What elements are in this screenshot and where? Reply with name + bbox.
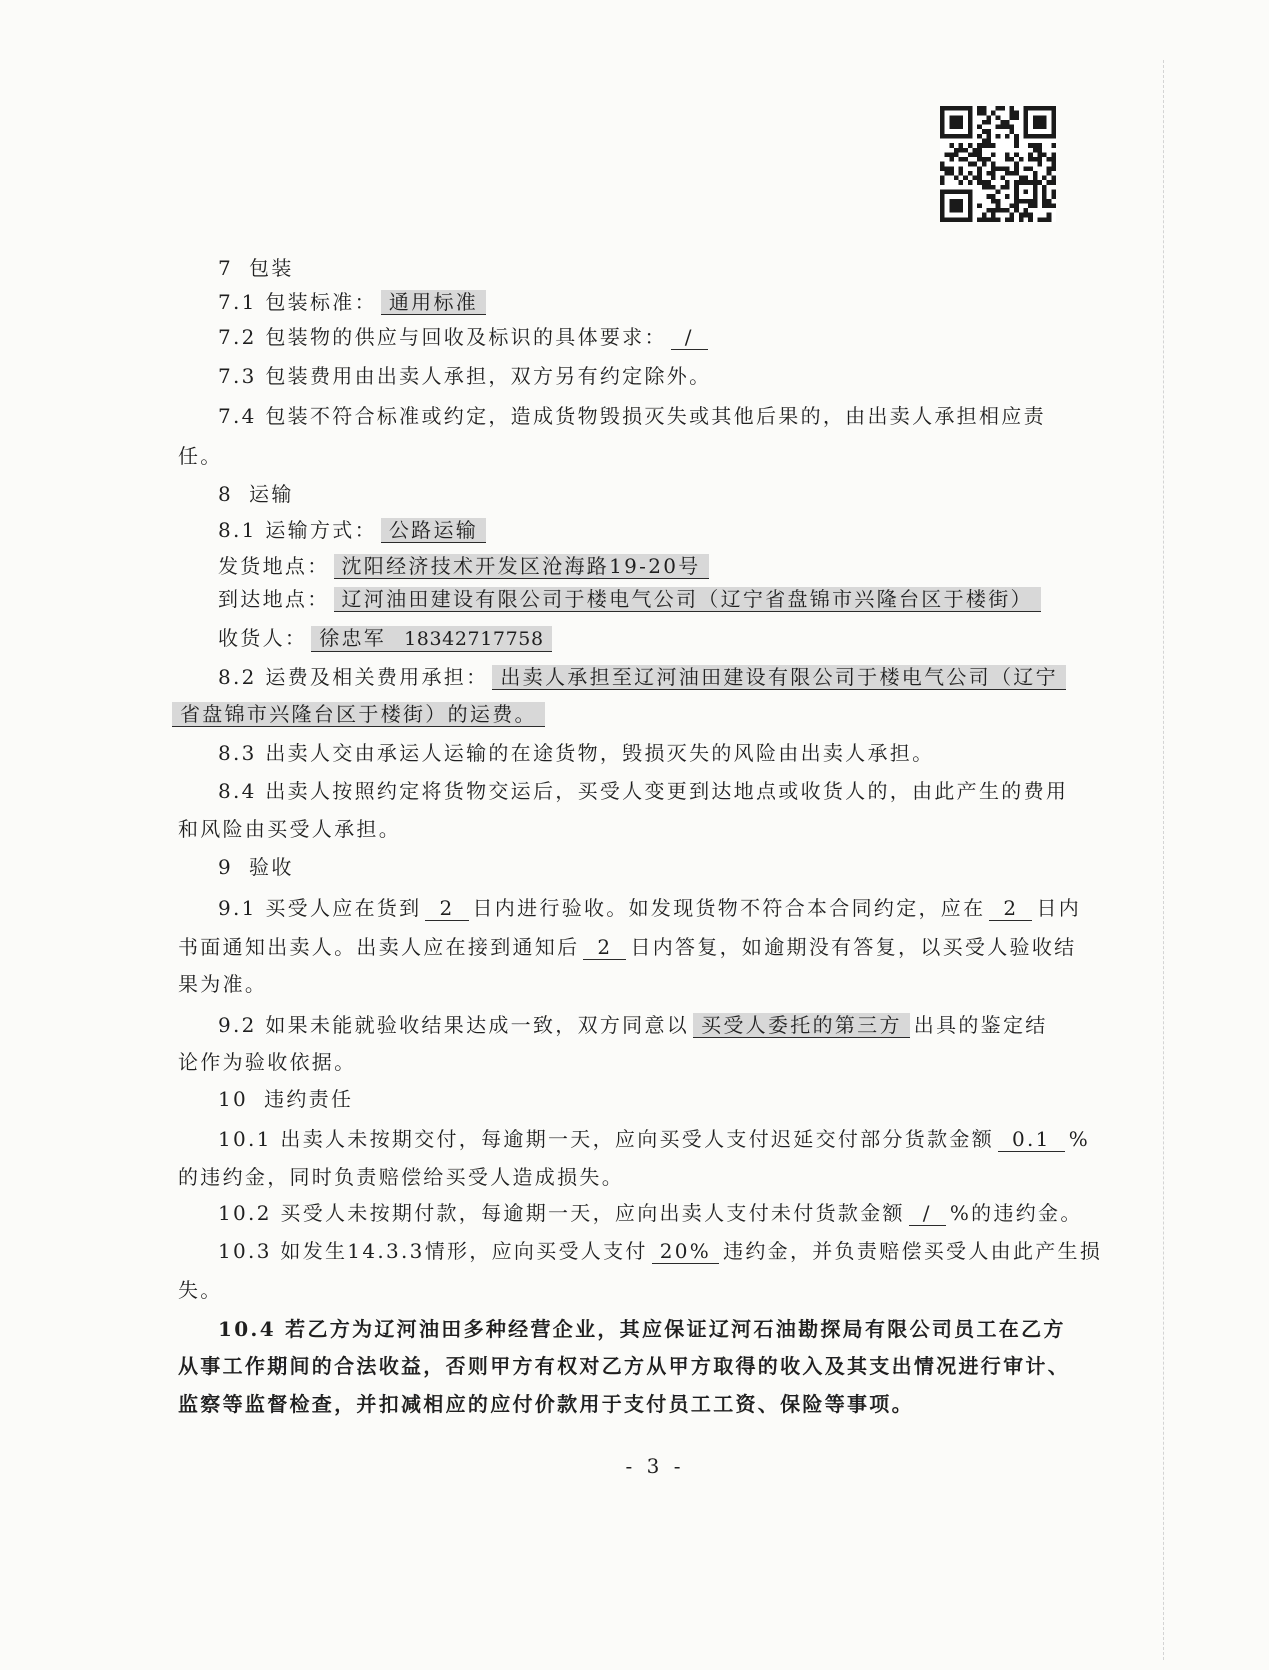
clause-text: 7.4 包装不符合标准或约定，造成货物毁损灭失或其他后果的，由出卖人承担相应责	[218, 404, 1046, 428]
clause-9-2	[218, 1011, 1048, 1039]
clause-7-4	[218, 402, 1046, 430]
clause-9-1-end	[178, 970, 267, 998]
shipping-place	[218, 552, 713, 580]
qr-code-icon	[940, 106, 1056, 222]
shipping-place-value: 沈阳经济技术开发区沧海路19-20号	[334, 554, 709, 579]
clause-text: 8.4 出卖人按照约定将货物交运后，买受人变更到达地点或收货人的，由此产生的费用	[218, 779, 1069, 803]
clause-text: 的违约金，同时负责赔偿给买受人造成损失。	[178, 1165, 624, 1189]
clause-10-2	[218, 1199, 1083, 1227]
clause-9-2-continued	[178, 1048, 356, 1076]
clause-text: 果为准。	[178, 972, 268, 996]
clause-text: 任。	[178, 444, 223, 468]
consignee-name: 徐忠军	[319, 626, 387, 650]
penalty-rate-value: 20%	[652, 1239, 719, 1264]
clause-text: 10.1 出卖人未按期交付，每逾期一天，应向买受人支付迟延交付部分货款金额	[218, 1127, 994, 1151]
clause-text: 论作为验收依据。	[178, 1050, 357, 1074]
clause-7-3	[218, 362, 711, 390]
reply-days-value: 2	[583, 935, 626, 960]
consignee-value	[311, 626, 551, 652]
section-title: 违约责任	[264, 1087, 354, 1111]
clause-8-2	[218, 663, 1070, 691]
clause-text: 9.2 如果未能就验收结果达成一致，双方同意以	[218, 1013, 690, 1037]
transport-method-value: 公路运输	[381, 518, 486, 543]
section-9-heading	[218, 853, 294, 881]
clause-label: 8.1 运输方式：	[218, 518, 377, 542]
clause-text: 7.3 包装费用由出卖人承担，双方另有约定除外。	[218, 364, 712, 388]
consignee	[218, 624, 556, 652]
clause-10-4-continued	[178, 1352, 1070, 1380]
clause-10-1-continued	[178, 1163, 624, 1191]
clause-text: 日内	[1036, 896, 1082, 920]
section-title: 包装	[249, 256, 294, 280]
appraiser-value: 买受人委托的第三方	[693, 1013, 910, 1038]
scan-edge-line	[1163, 60, 1164, 1660]
field-label: 发货地点：	[218, 554, 330, 578]
clause-8-4-continued	[178, 815, 401, 843]
clause-8-1	[218, 516, 490, 544]
section-10-heading	[218, 1085, 353, 1113]
section-8-heading	[218, 480, 294, 508]
section-7-heading	[218, 254, 294, 282]
clause-text: %的违约金。	[949, 1201, 1083, 1225]
clause-text: 失。	[178, 1278, 223, 1302]
clause-8-4	[218, 777, 1068, 805]
clause-9-1-continued	[178, 933, 1076, 961]
section-number: 8	[218, 482, 234, 506]
clause-label: 8.2 运费及相关费用承担：	[218, 665, 489, 689]
page-number: - 3 -	[625, 1454, 685, 1478]
clause-8-2-continued	[172, 700, 549, 728]
late-payment-rate-value: /	[909, 1201, 946, 1226]
late-delivery-rate-value: 0.1	[998, 1127, 1065, 1152]
clause-text: 日内进行验收。如发现货物不符合本合同约定，应在	[472, 896, 986, 920]
notice-days-value: 2	[989, 896, 1032, 921]
section-title: 验收	[249, 855, 294, 879]
clause-text: 监察等监督检查，并扣减相应的应付价款用于支付员工工资、保险等事项。	[178, 1392, 914, 1416]
clause-7-4-continued	[178, 442, 223, 470]
clause-text: 10.4 若乙方为辽河油田多种经营企业，其应保证辽河石油勘探局有限公司员工在乙方	[218, 1317, 1066, 1341]
freight-value-continued: 省盘锦市兴隆台区于楼街）的运费。	[172, 702, 545, 727]
consignee-phone: 18342717758	[404, 628, 544, 650]
clause-text: 从事工作期间的合法收益，否则甲方有权对乙方从甲方取得的收入及其支出情况进行审计、	[178, 1354, 1070, 1378]
field-label: 收货人：	[218, 626, 308, 650]
field-label: 到达地点：	[218, 587, 330, 611]
packaging-supply-value: /	[671, 325, 708, 350]
section-number: 10	[218, 1087, 249, 1111]
clause-8-3	[218, 739, 934, 767]
percent-sign: %	[1068, 1127, 1091, 1151]
clause-10-3	[218, 1237, 1102, 1265]
clause-text: 9.1 买受人应在货到	[218, 896, 422, 920]
freight-value: 出卖人承担至辽河油田建设有限公司于楼电气公司（辽宁	[492, 665, 1066, 690]
clause-7-1	[218, 288, 490, 316]
destination-value: 辽河油田建设有限公司于楼电气公司（辽宁省盘锦市兴隆台区于楼街）	[334, 587, 1041, 612]
inspection-days-value: 2	[425, 896, 468, 921]
clause-9-1	[218, 894, 1081, 922]
clause-text: 和风险由买受人承担。	[178, 817, 401, 841]
clause-label: 7.2 包装物的供应与回收及标识的具体要求：	[218, 325, 667, 349]
clause-text: 出具的鉴定结	[913, 1013, 1048, 1037]
clause-text: 8.3 出卖人交由承运人运输的在途货物，毁损灭失的风险由出卖人承担。	[218, 741, 935, 765]
clause-text: 日内答复，如逾期没有答复，以买受人验收结	[630, 935, 1077, 959]
clause-text: 书面通知出卖人。出卖人应在接到通知后	[178, 935, 580, 959]
section-number: 7	[218, 256, 234, 280]
clause-text: 10.3 如发生14.3.3情形，应向买受人支付	[218, 1239, 648, 1263]
clause-label: 7.1 包装标准：	[218, 290, 377, 314]
clause-10-4	[218, 1315, 1066, 1343]
section-number: 9	[218, 855, 234, 879]
clause-10-4-end	[178, 1390, 914, 1418]
clause-10-1	[218, 1125, 1090, 1153]
clause-text: 10.2 买受人未按期付款，每逾期一天，应向出卖人支付未付货款金额	[218, 1201, 905, 1225]
packaging-standard-value: 通用标准	[381, 290, 486, 315]
clause-7-2	[218, 323, 712, 351]
clause-text: 违约金，并负责赔偿买受人由此产生损	[723, 1239, 1103, 1263]
section-title: 运输	[249, 482, 294, 506]
clause-10-3-continued	[178, 1276, 223, 1304]
destination	[218, 585, 1045, 613]
